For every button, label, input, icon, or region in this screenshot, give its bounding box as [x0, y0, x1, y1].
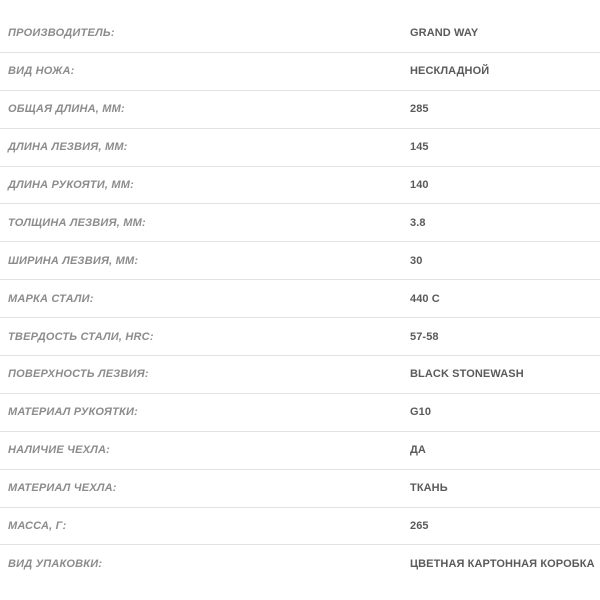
spec-label: МАССА, Г:: [8, 520, 67, 533]
spec-label: ТВЕРДОСТЬ СТАЛИ, HRC:: [8, 330, 154, 343]
spec-row-blade-width: [0, 242, 600, 280]
spec-row-manufacturer: [0, 15, 600, 53]
spec-value: 30: [410, 254, 423, 267]
spec-row-handle-length: [0, 167, 600, 205]
spec-row-steel-grade: [0, 280, 600, 318]
spec-value: 265: [410, 520, 429, 533]
spec-row-blade-length: [0, 129, 600, 167]
spec-row-steel-hardness: [0, 318, 600, 356]
spec-label: ВИД НОЖА:: [8, 65, 75, 78]
spec-row-packaging: [0, 545, 600, 583]
spec-label: ДЛИНА РУКОЯТИ, ММ:: [8, 179, 134, 191]
spec-row-blade-thickness: [0, 204, 600, 242]
spec-label: ТОЛЩИНА ЛЕЗВИЯ, ММ:: [8, 216, 146, 229]
spec-label: ПРОИЗВОДИТЕЛЬ:: [8, 27, 115, 40]
spec-label: ПОВЕРХНОСТЬ ЛЕЗВИЯ:: [8, 368, 149, 381]
spec-label: МАРКА СТАЛИ:: [8, 292, 94, 305]
spec-value: GRAND WAY: [410, 27, 479, 40]
spec-value: ЦВЕТНАЯ КАРТОННАЯ КОРОБКА: [410, 558, 595, 571]
spec-value: BLACK STONEWASH: [410, 368, 524, 381]
spec-row-handle-material: [0, 394, 600, 432]
spec-row-weight: [0, 508, 600, 546]
spec-row-sheath-material: [0, 470, 600, 508]
spec-label: ДЛИНА ЛЕЗВИЯ, ММ:: [8, 141, 128, 154]
spec-value: 145: [410, 141, 429, 154]
spec-value: 285: [410, 103, 429, 116]
spec-value: 57-58: [410, 330, 439, 343]
spec-label: МАТЕРИАЛ РУКОЯТКИ:: [8, 406, 138, 419]
spec-value: 140: [410, 179, 429, 191]
spec-row-total-length: [0, 91, 600, 129]
spec-label: ВИД УПАКОВКИ:: [8, 558, 103, 571]
spec-value: 440 С: [410, 292, 440, 305]
spec-row-knife-type: [0, 53, 600, 91]
spec-value: 3.8: [410, 216, 426, 229]
spec-label: НАЛИЧИЕ ЧЕХЛА:: [8, 444, 111, 457]
spec-value: ТКАНЬ: [410, 482, 448, 495]
spec-value: G10: [410, 406, 432, 419]
spec-value: ДА: [410, 444, 426, 457]
spec-table: [0, 15, 600, 583]
spec-row-sheath-included: [0, 432, 600, 470]
spec-label: ШИРИНА ЛЕЗВИЯ, ММ:: [8, 254, 139, 267]
spec-label: ОБЩАЯ ДЛИНА, ММ:: [8, 103, 125, 116]
spec-row-blade-surface: [0, 356, 600, 394]
spec-value: НЕСКЛАДНОЙ: [410, 65, 490, 78]
spec-label: МАТЕРИАЛ ЧЕХЛА:: [8, 482, 117, 495]
